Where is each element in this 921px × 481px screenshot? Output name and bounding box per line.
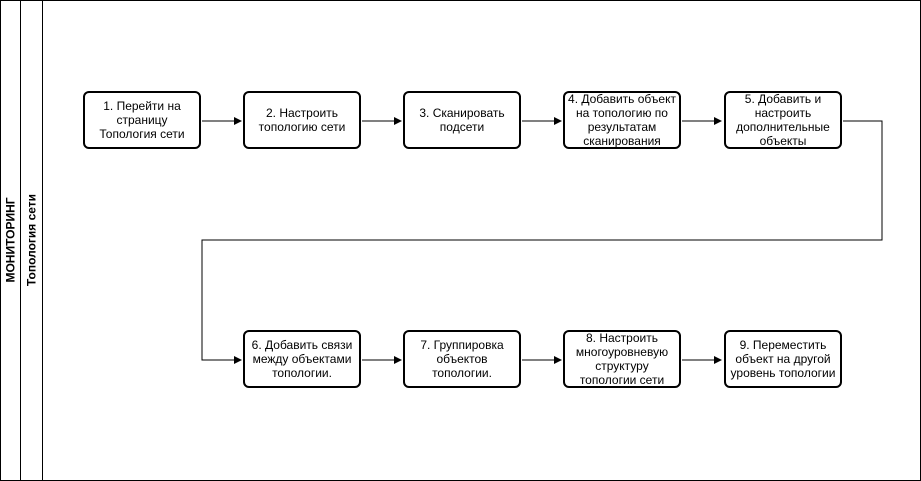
step-1-open-topology-page[interactable]: 1. Перейти на страницу Топология сети: [83, 91, 201, 149]
step-3-scan-subnets[interactable]: 3. Сканировать подсети: [403, 91, 521, 149]
pool-title: МОНИТОРИНГ: [3, 197, 18, 283]
step-8-multilevel-structure[interactable]: 8. Настроить многоуровневую структуру топологии сети: [563, 330, 681, 388]
step-2-configure-topology[interactable]: 2. Настроить топологию сети: [243, 91, 361, 149]
step-4-add-scanned-object[interactable]: 4. Добавить объект на топологию по результатам сканирования: [563, 91, 681, 149]
step-6-add-links[interactable]: 6. Добавить связи между объектами топологии.: [243, 330, 361, 388]
step-7-group-objects[interactable]: 7. Группировка объектов топологии.: [403, 330, 521, 388]
lane-title: Топология сети: [24, 193, 39, 287]
step-9-move-object-level[interactable]: 9. Переместить объект на другой уровень топологии: [724, 330, 842, 388]
lane-divider: [42, 0, 43, 481]
step-5-add-extra-objects[interactable]: 5. Добавить и настроить дополнительные объекты: [724, 91, 842, 149]
